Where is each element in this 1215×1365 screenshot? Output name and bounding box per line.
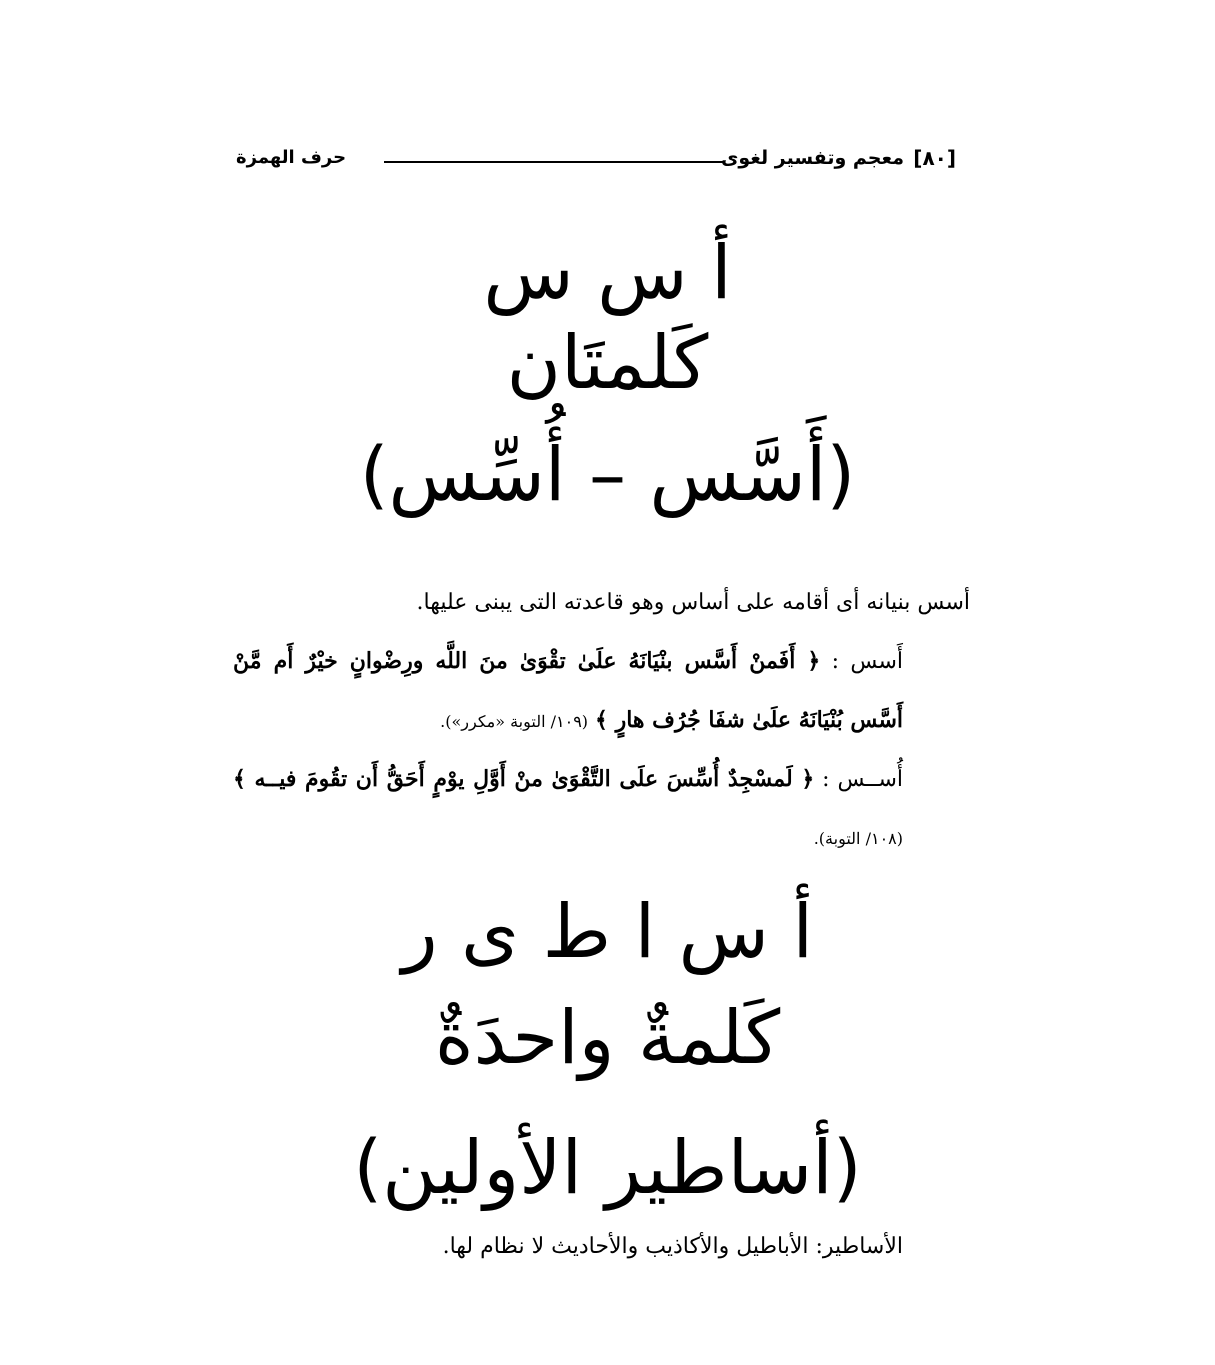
running-header	[236, 138, 956, 178]
entry1-words: (أَسَّس – أُسِّس)	[359, 432, 856, 518]
example2-reference: (١٠٨/ التوبة).	[813, 829, 903, 848]
example1-quote: ﴿ أَفَمنْ أَسَّس بنْيَانَهُ علَىٰ تقْوَىٰ منَ اللَّه ورِضْوانٍ خيْرٌ أَم مَّنْ أَسَّس بُنْيَانَهُ علَىٰ شفَا جُرُف هارٍ ﴾	[233, 648, 903, 733]
example1-term: أَسس :	[831, 649, 903, 674]
entry2-words: (أساطير الأولين)	[353, 1125, 862, 1211]
example1-reference: (١٠٩/ التوبة «مكرر»).	[440, 712, 589, 731]
entry1-example2	[233, 750, 903, 868]
header-rule	[384, 161, 724, 163]
entry1-example1	[233, 632, 903, 751]
example2-term: أُســس :	[822, 767, 903, 792]
entry2-root: أ س ا ط ى ر	[401, 889, 814, 975]
entry2-word-count: كَلمةٌ واحدَةٌ	[434, 995, 781, 1081]
example2-quote: ﴿ لَمسْجِدٌ أُسِّسَ علَى التَّقْوَىٰ منْ أَوَّلِ يوْمٍ أَحَقُّ أَن تقُومَ فيــه ﴾	[233, 766, 815, 792]
entry1-definition: أسس بنيانه أى أقامه على أساس وهو قاعدته التى يبنى عليها.	[416, 590, 970, 615]
book-title: معجم وتفسير لغوى	[720, 147, 904, 169]
chapter-title: حرف الهمزة	[236, 147, 347, 168]
entry1-root: أ س س	[483, 230, 732, 316]
entry1-word-count: كَلمتَان	[506, 320, 709, 406]
page-number: [٨٠]	[913, 146, 956, 170]
entry2-definition: الأساطير: الأباطيل والأكاذيب والأحاديث لا نظام لها.	[442, 1234, 903, 1259]
